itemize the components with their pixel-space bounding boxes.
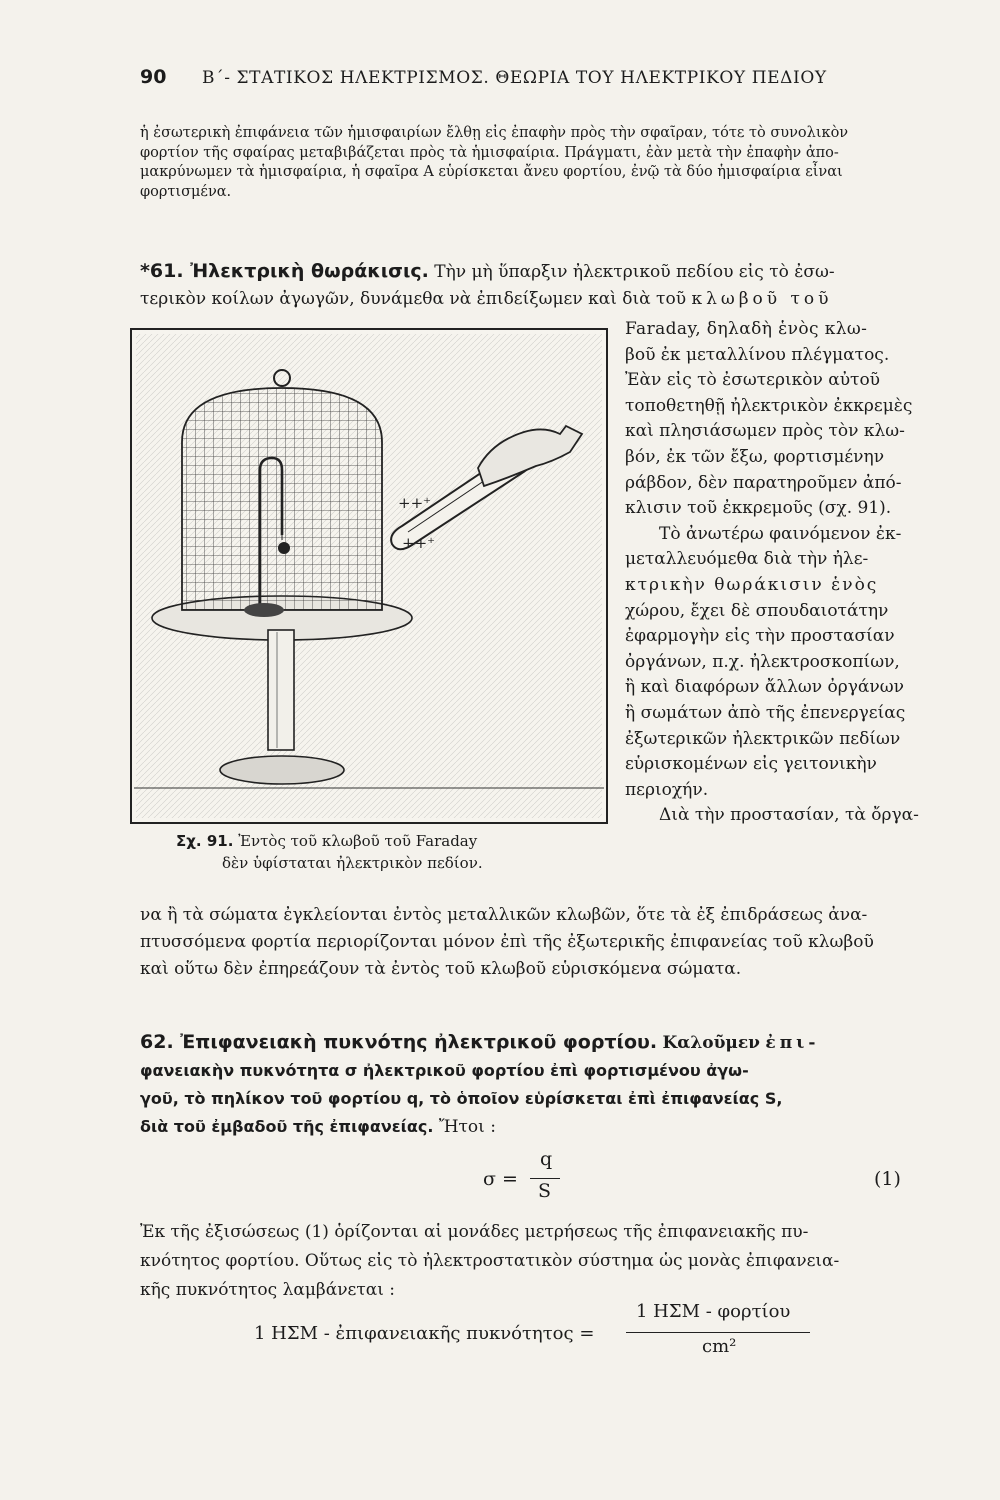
column-line: κτρικὴν θωράκισιν ἑνὸς — [625, 574, 879, 595]
column-line: ἐφαρμογὴν εἰς τὴν προστασίαν — [625, 626, 895, 647]
page-number: 90 — [140, 66, 167, 88]
formula-fraction-bar — [530, 1178, 560, 1179]
continuation-line: καὶ οὕτω δὲν ἐπηρεάζουν τὰ ἐντὸς τοῦ κλωβοῦ εὑρισκόμενα σώματα. — [140, 959, 742, 979]
section-61-heading — [140, 258, 960, 313]
after-formula-line: κῆς πυκνότητος λαμβάνεται : — [140, 1280, 396, 1300]
column-line: περιοχήν. — [625, 779, 709, 800]
stand-foot — [220, 756, 344, 784]
column-line: Faraday, δηλαδὴ ἑνὸς κλω- — [625, 319, 868, 339]
section-62-after-formula — [140, 1218, 960, 1305]
column-line: καὶ πλησιάσωμεν πρὸς τὸν κλω- — [625, 421, 905, 442]
unit-lhs: 1 ΗΣΜ - ἐπιφανειακῆς πυκνότητος = — [254, 1323, 595, 1344]
charge-signs-lower: ++⁺ — [402, 534, 436, 552]
column-line: ἢ καὶ διαφόρων ἄλλων ὀργάνων — [625, 677, 904, 698]
intro-paragraph — [140, 124, 960, 202]
column-line: εὑρισκομένων εἰς γειτονικὴν — [625, 754, 877, 775]
section-62 — [140, 1028, 960, 1141]
column-line: ἢ σωμάτων ἀπὸ τῆς ἐπενεργείας — [625, 702, 906, 723]
column-line: ἐξωτερικῶν ἠλεκτρικῶν πεδίων — [625, 728, 901, 749]
section-61-title: *61. Ἠλεκτρικὴ θωράκισις. — [140, 260, 429, 282]
intro-line: ἡ ἐσωτερικὴ ἐπιφάνεια τῶν ἡμισφαιρίων ἔλθῃ εἰς ἐπαφὴν πρὸς τὴν σφαῖραν, τότε τὸ συνολικὸν — [140, 125, 849, 141]
intro-line: φορτισμένα. — [140, 183, 232, 200]
figure-91-faraday-cage — [130, 328, 608, 824]
formula-denominator: S — [538, 1180, 552, 1202]
column-line: τοποθετηθῇ ἠλεκτρικὸν ἐκκρεμὲς — [625, 395, 913, 416]
caption-line2: δὲν ὑφίσταται ἠλεκτρικὸν πεδίον. — [222, 854, 483, 872]
charge-signs-upper: ++⁺ — [398, 494, 432, 512]
section-62-line: γοῦ, τὸ πηλίκον τοῦ φορτίου q, τὸ ὁποῖον εὑρίσκεται ἐπὶ ἐπιφανείας S, — [140, 1089, 783, 1108]
section-62-line: φανειακὴν πυκνότητα σ ἠλεκτρικοῦ φορτίου ἐπὶ φορτισμένου ἀγω- — [140, 1061, 749, 1080]
section-62-term-start: ἐπι- — [765, 1033, 820, 1053]
pendulum-foot — [244, 603, 284, 617]
formula-tag: (1) — [874, 1168, 901, 1190]
formula-numerator: q — [540, 1148, 553, 1170]
running-title: Β΄- ΣΤΑΤΙΚΟΣ ΗΛΕΚΤΡΙΣΜΟΣ. ΘΕΩΡΙΑ ΤΟΥ ΗΛΕΚΤΡΙΚΟΥ ΠΕΔΙΟΥ — [202, 68, 827, 88]
formula-lhs: σ = — [483, 1168, 518, 1190]
caption-label: Σχ. 91. — [176, 832, 234, 850]
unit-fraction-bar — [626, 1332, 810, 1333]
section-62-title-rest: Καλοῦμεν — [662, 1033, 760, 1053]
section-61-line2: τερικὸν κοίλων ἀγωγῶν, δυνάμεθα νὰ ἐπιδείξωμεν καὶ διὰ τοῦ — [140, 289, 687, 309]
figure-91-caption — [176, 830, 596, 874]
continuation-line: πτυσσόμενα φορτία περιορίζονται μόνον ἐπὶ τῆς ἐξωτερικῆς ἐπιφανείας τοῦ κλωβοῦ — [140, 932, 874, 952]
section-62-last-plain: Ἤτοι : — [438, 1117, 496, 1137]
after-formula-line: κνότητος φορτίου. Οὕτως εἰς τὸ ἠλεκτροστατικὸν σύστημα ὡς μονὰς ἐπιφανεια- — [140, 1251, 840, 1271]
unit-numerator: 1 ΗΣΜ - φορτίου — [636, 1301, 791, 1322]
caption-line1: Ἐντὸς τοῦ κλωβοῦ τοῦ Faraday — [238, 832, 478, 850]
column-line: κλισιν τοῦ ἐκκρεμοῦς (σχ. 91). — [625, 498, 892, 519]
section-61-right-column — [625, 317, 960, 829]
section-62-last-bold: διὰ τοῦ ἐμβαδοῦ τῆς ἐπιφανείας. — [140, 1117, 434, 1136]
faraday-cage-illustration — [132, 330, 606, 822]
after-formula-line: Ἐκ τῆς ἐξισώσεως (1) ὁρίζονται αἱ μονάδες μετρήσεως τῆς ἐπιφανειακῆς πυ- — [140, 1222, 809, 1242]
section-62-title: 62. Ἐπιφανειακὴ πυκνότης ἠλεκτρικοῦ φορτίου. — [140, 1031, 658, 1053]
column-line: ὀργάνων, π.χ. ἠλεκτροσκοπίων, — [625, 651, 900, 672]
unit-denominator: cm² — [702, 1336, 737, 1357]
intro-line: φορτίον τῆς σφαίρας μεταβιβάζεται πρὸς τὰ ἡμισφαίρια. Πράγματι, ἐὰν μετὰ τὴν ἐπαφὴν ἀπο- — [140, 144, 839, 161]
pendulum-ball — [278, 542, 290, 554]
section-61-continuation — [140, 902, 960, 983]
column-line: βόν, ἐκ τῶν ἔξω, φορτισμένην — [625, 446, 885, 467]
continuation-line: να ἢ τὰ σώματα ἐγκλείονται ἐντὸς μεταλλικῶν κλωβῶν, ὅτε τὰ ἐξ ἐπιδράσεως ἀνα- — [140, 905, 868, 925]
stand-column — [268, 630, 294, 750]
column-line: Διὰ τὴν προστασίαν, τὰ ὄργα- — [659, 805, 919, 826]
column-line: Ἐὰν εἰς τὸ ἐσωτερικὸν αὐτοῦ — [625, 370, 881, 391]
column-line: ράβδον, δὲν παρατηροῦμεν ἀπό- — [625, 472, 902, 493]
intro-line: μακρύνωμεν τὰ ἡμισφαίρια, ἡ σφαῖρα Α εὑρίσκεται ἄνευ φορτίου, ἐνῷ τὰ δύο ἡμισφαίρια εἶναι — [140, 164, 843, 180]
running-header — [140, 66, 960, 96]
column-line: Τὸ ἀνωτέρω φαινόμενον ἐκ- — [659, 523, 902, 544]
section-61-title-rest: Τὴν μὴ ὕπαρξιν ἠλεκτρικοῦ πεδίου εἰς τὸ ἐσω- — [434, 262, 835, 282]
faraday-cage-term: κλωβοῦ τοῦ — [691, 289, 833, 309]
column-line: μεταλλευόμεθα διὰ τὴν ἠλε- — [625, 549, 869, 570]
column-line: χώρου, ἔχει δὲ σπουδαιοτάτην — [625, 600, 889, 621]
column-line: βοῦ ἐκ μεταλλίνου πλέγματος. — [625, 344, 890, 365]
